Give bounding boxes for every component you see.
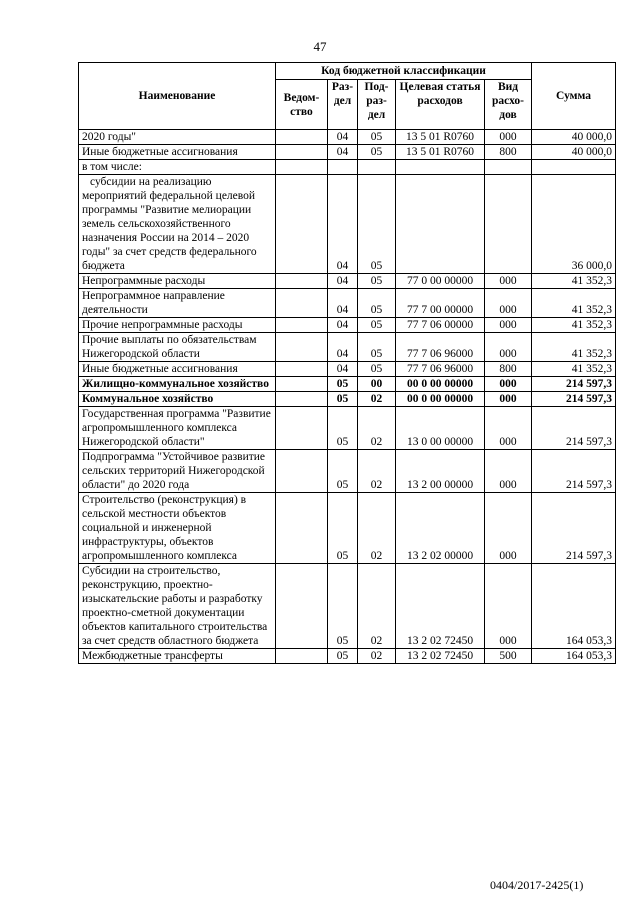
- cell-amount: 41 352,3: [532, 289, 616, 318]
- cell-ministry: [276, 333, 328, 362]
- cell-subsection: 05: [358, 130, 396, 145]
- table-row: [79, 392, 616, 407]
- cell-ministry: [276, 450, 328, 493]
- cell-expense-type: [485, 175, 532, 274]
- table-row: [79, 318, 616, 333]
- cell-ministry: [276, 318, 328, 333]
- cell-name: 2020 годы": [79, 130, 276, 145]
- cell-amount: 164 053,3: [532, 649, 616, 664]
- table-body: [79, 130, 616, 664]
- cell-name: Строительство (реконструкция) в сельской местности объектов социальной и инженерной инфраструктуры, объектов агропромышленного комплекса: [79, 493, 276, 564]
- cell-subsection: 05: [358, 175, 396, 274]
- cell-expense-type: 000: [485, 274, 532, 289]
- header-classification-group: Код бюджетной классификации: [276, 63, 532, 80]
- table-row: [79, 145, 616, 160]
- cell-name: Коммунальное хозяйство: [79, 392, 276, 407]
- cell-section: 05: [328, 392, 358, 407]
- cell-expense-type: 800: [485, 145, 532, 160]
- table-row: [79, 407, 616, 450]
- cell-amount: 36 000,0: [532, 175, 616, 274]
- cell-ministry: [276, 407, 328, 450]
- cell-target-article: [396, 160, 485, 175]
- cell-ministry: [276, 649, 328, 664]
- cell-subsection: 05: [358, 318, 396, 333]
- cell-section: 04: [328, 318, 358, 333]
- cell-expense-type: 000: [485, 130, 532, 145]
- cell-target-article: 13 0 00 00000: [396, 407, 485, 450]
- cell-amount: [532, 160, 616, 175]
- cell-section: 04: [328, 130, 358, 145]
- cell-expense-type: 800: [485, 362, 532, 377]
- cell-name: субсидии на реализацию мероприятий федеральной целевой программы "Развитие мелиорации земель сельскохозяйственного назначения России на 2014 – 2020 годы" за счет средств федерального бюджета: [79, 175, 276, 274]
- cell-section: 05: [328, 407, 358, 450]
- cell-ministry: [276, 493, 328, 564]
- cell-target-article: 77 7 06 00000: [396, 318, 485, 333]
- cell-expense-type: 500: [485, 649, 532, 664]
- cell-expense-type: 000: [485, 333, 532, 362]
- cell-amount: 214 597,3: [532, 493, 616, 564]
- cell-amount: 40 000,0: [532, 145, 616, 160]
- cell-section: 04: [328, 333, 358, 362]
- cell-amount: 41 352,3: [532, 333, 616, 362]
- cell-subsection: 05: [358, 145, 396, 160]
- cell-target-article: 77 7 00 00000: [396, 289, 485, 318]
- cell-amount: 214 597,3: [532, 377, 616, 392]
- cell-expense-type: 000: [485, 289, 532, 318]
- cell-name: Прочие непрограммные расходы: [79, 318, 276, 333]
- cell-name: Иные бюджетные ассигнования: [79, 362, 276, 377]
- cell-name: Иные бюджетные ассигнования: [79, 145, 276, 160]
- cell-section: 04: [328, 362, 358, 377]
- cell-target-article: 77 7 06 96000: [396, 333, 485, 362]
- cell-ministry: [276, 289, 328, 318]
- cell-amount: 41 352,3: [532, 274, 616, 289]
- table-row: [79, 274, 616, 289]
- cell-ministry: [276, 377, 328, 392]
- header-target-article: Целевая статья расходов: [396, 80, 485, 130]
- cell-target-article: 77 7 06 96000: [396, 362, 485, 377]
- table-row: [79, 130, 616, 145]
- page-number: 47: [313, 39, 327, 54]
- cell-ministry: [276, 564, 328, 649]
- cell-expense-type: [485, 160, 532, 175]
- cell-section: 05: [328, 649, 358, 664]
- cell-name: Государственная программа "Развитие агропромышленного комплекса Нижегородской области": [79, 407, 276, 450]
- cell-amount: 41 352,3: [532, 318, 616, 333]
- cell-amount: 214 597,3: [532, 392, 616, 407]
- cell-target-article: 13 2 02 00000: [396, 493, 485, 564]
- cell-section: 04: [328, 289, 358, 318]
- cell-ministry: [276, 274, 328, 289]
- document-code: 0404/2017-2425(1): [490, 878, 584, 892]
- cell-name: Непрограммные расходы: [79, 274, 276, 289]
- cell-subsection: 02: [358, 392, 396, 407]
- cell-subsection: 02: [358, 407, 396, 450]
- cell-expense-type: 000: [485, 407, 532, 450]
- table-row: [79, 493, 616, 564]
- cell-ministry: [276, 145, 328, 160]
- cell-subsection: 02: [358, 564, 396, 649]
- cell-section: 04: [328, 274, 358, 289]
- cell-target-article: [396, 175, 485, 274]
- cell-amount: 214 597,3: [532, 450, 616, 493]
- cell-subsection: 05: [358, 333, 396, 362]
- cell-name: Прочие выплаты по обязательствам Нижегородской области: [79, 333, 276, 362]
- cell-amount: 41 352,3: [532, 362, 616, 377]
- cell-target-article: 77 0 00 00000: [396, 274, 485, 289]
- cell-expense-type: 000: [485, 318, 532, 333]
- cell-target-article: 13 5 01 R0760: [396, 130, 485, 145]
- header-subsection: Под-раз-дел: [358, 80, 396, 130]
- header-expense-type: Вид расхо-дов: [485, 80, 532, 130]
- cell-expense-type: 000: [485, 392, 532, 407]
- cell-expense-type: 000: [485, 493, 532, 564]
- header-amount: Сумма: [532, 63, 616, 130]
- table-row: [79, 649, 616, 664]
- cell-ministry: [276, 130, 328, 145]
- cell-ministry: [276, 362, 328, 377]
- table-row: [79, 564, 616, 649]
- table-row: [79, 160, 616, 175]
- cell-amount: 164 053,3: [532, 564, 616, 649]
- budget-table: [78, 62, 616, 664]
- cell-section: [328, 160, 358, 175]
- cell-target-article: 13 2 02 72450: [396, 649, 485, 664]
- cell-expense-type: 000: [485, 564, 532, 649]
- cell-name: Непрограммное направление деятельности: [79, 289, 276, 318]
- cell-section: 04: [328, 145, 358, 160]
- header-ministry: Ведом-ство: [276, 80, 328, 130]
- cell-section: 05: [328, 450, 358, 493]
- cell-target-article: 13 5 01 R0760: [396, 145, 485, 160]
- cell-expense-type: 000: [485, 450, 532, 493]
- cell-target-article: 00 0 00 00000: [396, 392, 485, 407]
- table-row: [79, 333, 616, 362]
- cell-section: 05: [328, 493, 358, 564]
- cell-target-article: 00 0 00 00000: [396, 377, 485, 392]
- cell-ministry: [276, 392, 328, 407]
- cell-amount: 40 000,0: [532, 130, 616, 145]
- table-row: [79, 175, 616, 274]
- cell-subsection: 05: [358, 274, 396, 289]
- cell-name: в том числе:: [79, 160, 276, 175]
- cell-ministry: [276, 175, 328, 274]
- cell-subsection: 00: [358, 377, 396, 392]
- cell-amount: 214 597,3: [532, 407, 616, 450]
- cell-name: Субсидии на строительство, реконструкцию, проектно-изыскательские работы и разработку проектно-сметной документации объектов капитального строительства за счет средств областного бюджета: [79, 564, 276, 649]
- cell-expense-type: 000: [485, 377, 532, 392]
- cell-section: 04: [328, 175, 358, 274]
- table-row: [79, 362, 616, 377]
- cell-name: Подпрограмма "Устойчивое развитие сельских территорий Нижегородской области" до 2020 года: [79, 450, 276, 493]
- cell-name: Межбюджетные трансферты: [79, 649, 276, 664]
- cell-subsection: 05: [358, 362, 396, 377]
- cell-subsection: 02: [358, 450, 396, 493]
- table-row: [79, 377, 616, 392]
- cell-subsection: [358, 160, 396, 175]
- cell-section: 05: [328, 377, 358, 392]
- header-name: Наименование: [79, 63, 276, 130]
- cell-target-article: 13 2 02 72450: [396, 564, 485, 649]
- table-row: [79, 289, 616, 318]
- table-row: [79, 450, 616, 493]
- header-section: Раз-дел: [328, 80, 358, 130]
- cell-section: 05: [328, 564, 358, 649]
- cell-subsection: 05: [358, 289, 396, 318]
- cell-subsection: 02: [358, 493, 396, 564]
- cell-subsection: 02: [358, 649, 396, 664]
- cell-ministry: [276, 160, 328, 175]
- cell-target-article: 13 2 00 00000: [396, 450, 485, 493]
- cell-name: Жилищно-коммунальное хозяйство: [79, 377, 276, 392]
